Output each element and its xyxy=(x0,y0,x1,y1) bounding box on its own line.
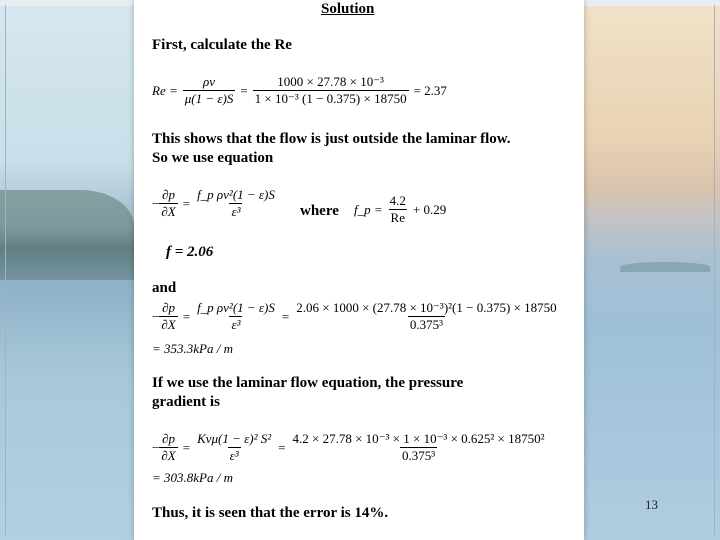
equation-laminar: − $\frac{\partial p}{\partial X}$ = $\frac{\text{Kvμ(1 − ε)² S²}}{\text{ε³}}$ = $\frac{\text{4.2 × 27.78 × 10⁻³ × 1 × 10⁻³ × 0.625² × 18750²}}{\text{0.375³}}$ xyxy=(152,431,545,463)
slide-title: Solution xyxy=(321,1,375,17)
fp-lhs: f_p = xyxy=(354,201,383,217)
fp-rest: + 0.29 xyxy=(412,201,447,217)
line-where: where xyxy=(300,203,339,219)
lam-lhs-den: ∂X xyxy=(161,448,176,463)
equation-calc: − $\frac{\partial p}{\partial X}$ = $\frac{\text{f\_p ρv²(1 − ε)S}}{\text{ε³}}$ = $\frac{\text{2.06 × 1000 × (27.78 × 10⁻³)²(1 − 0.375) × 18750}}{\text{0.375³}}$ xyxy=(152,300,557,332)
line-f-value: f = 2.06 xyxy=(166,244,214,260)
lam-rhs-fraction xyxy=(195,431,273,464)
calc-rhs-den: ε³ xyxy=(231,317,241,332)
equation-gradient: − $\frac{\partial p}{\partial X}$ = $\frac{\text{f\_p ρv²(1 − ε)S}}{\text{ε³}}$ xyxy=(152,187,275,219)
frame-border-right xyxy=(714,5,715,535)
line-laminar-2: gradient is xyxy=(152,394,220,410)
lam-value-den: 0.375³ xyxy=(401,448,436,463)
lam-lhs-num: ∂p xyxy=(162,431,175,446)
line-first: First, calculate the Re xyxy=(152,37,292,53)
re-lhs: Re = xyxy=(152,82,178,98)
calc-value-num: 2.06 × 1000 × (27.78 × 10⁻³)²(1 − 0.375) × 18750 xyxy=(296,300,557,315)
calc-lhs-den: ∂X xyxy=(161,317,176,332)
grad-rhs-den: ε³ xyxy=(231,204,241,219)
fp-num: 4.2 xyxy=(389,193,406,208)
calc-value-den: 0.375³ xyxy=(409,317,443,332)
lam-lhs-fraction xyxy=(159,431,177,464)
calc-rhs-num: f_p ρv²(1 − ε)S xyxy=(197,300,275,315)
grad-lhs-num: ∂p xyxy=(162,187,175,202)
grad-rhs-fraction xyxy=(195,187,277,220)
grad-lhs-den: ∂X xyxy=(161,204,176,219)
background-island xyxy=(620,262,710,272)
grad-lhs-fraction xyxy=(159,187,177,220)
calc-lhs-num: ∂p xyxy=(162,300,175,315)
re-num1: ρv xyxy=(203,74,216,89)
content-panel xyxy=(134,0,584,540)
line-conclusion: Thus, it is seen that the error is 14%. xyxy=(152,505,389,521)
fp-den: Re xyxy=(390,210,405,225)
line-laminar-1: If we use the laminar flow equation, the pressure xyxy=(152,375,464,391)
result-laminar: = 303.8kPa / m xyxy=(152,470,233,485)
lam-rhs-num: Kvμ(1 − ε)² S² xyxy=(197,431,272,446)
background-trees xyxy=(0,190,134,280)
lam-rhs-den: ε³ xyxy=(229,448,239,463)
re-den1: μ(1 − ε)S xyxy=(184,91,234,106)
calc-rhs-fraction xyxy=(195,300,277,333)
frame-border-left xyxy=(5,5,6,535)
re-fraction-2 xyxy=(253,74,409,107)
lam-value-num: 4.2 × 27.78 × 10⁻³ × 1 × 10⁻³ × 0.625² × 18750² xyxy=(292,431,545,446)
slide-number: 13 xyxy=(645,497,658,512)
calc-lhs-fraction xyxy=(159,300,177,333)
re-num2: 1000 × 27.78 × 10⁻³ xyxy=(277,74,384,89)
re-result: = 2.37 xyxy=(413,82,447,98)
re-fraction-1 xyxy=(183,74,236,107)
line-and: and xyxy=(152,280,177,296)
equation-fp xyxy=(354,193,446,226)
lam-value-fraction xyxy=(290,431,546,464)
calc-value-fraction xyxy=(294,300,558,333)
line-so: So we use equation xyxy=(152,150,274,166)
fp-fraction xyxy=(388,193,408,226)
grad-rhs-num: f_p ρv²(1 − ε)S xyxy=(197,187,275,202)
line-shows: This shows that the flow is just outside the laminar flow. xyxy=(152,131,511,147)
re-den2: 1 × 10⁻³ (1 − 0.375) × 18750 xyxy=(254,91,407,106)
equation-reynolds: Re = $\frac{\rho v}{\mu(1 - \varepsilon)S}$ = $\frac{\text{1000 × 27.78 × 10⁻³}}{\text{1 × 10⁻³ (1 − 0.375) × 18750}}$ = 2.37 xyxy=(152,74,447,106)
result-turbulent: = 353.3kPa / m xyxy=(152,341,233,356)
